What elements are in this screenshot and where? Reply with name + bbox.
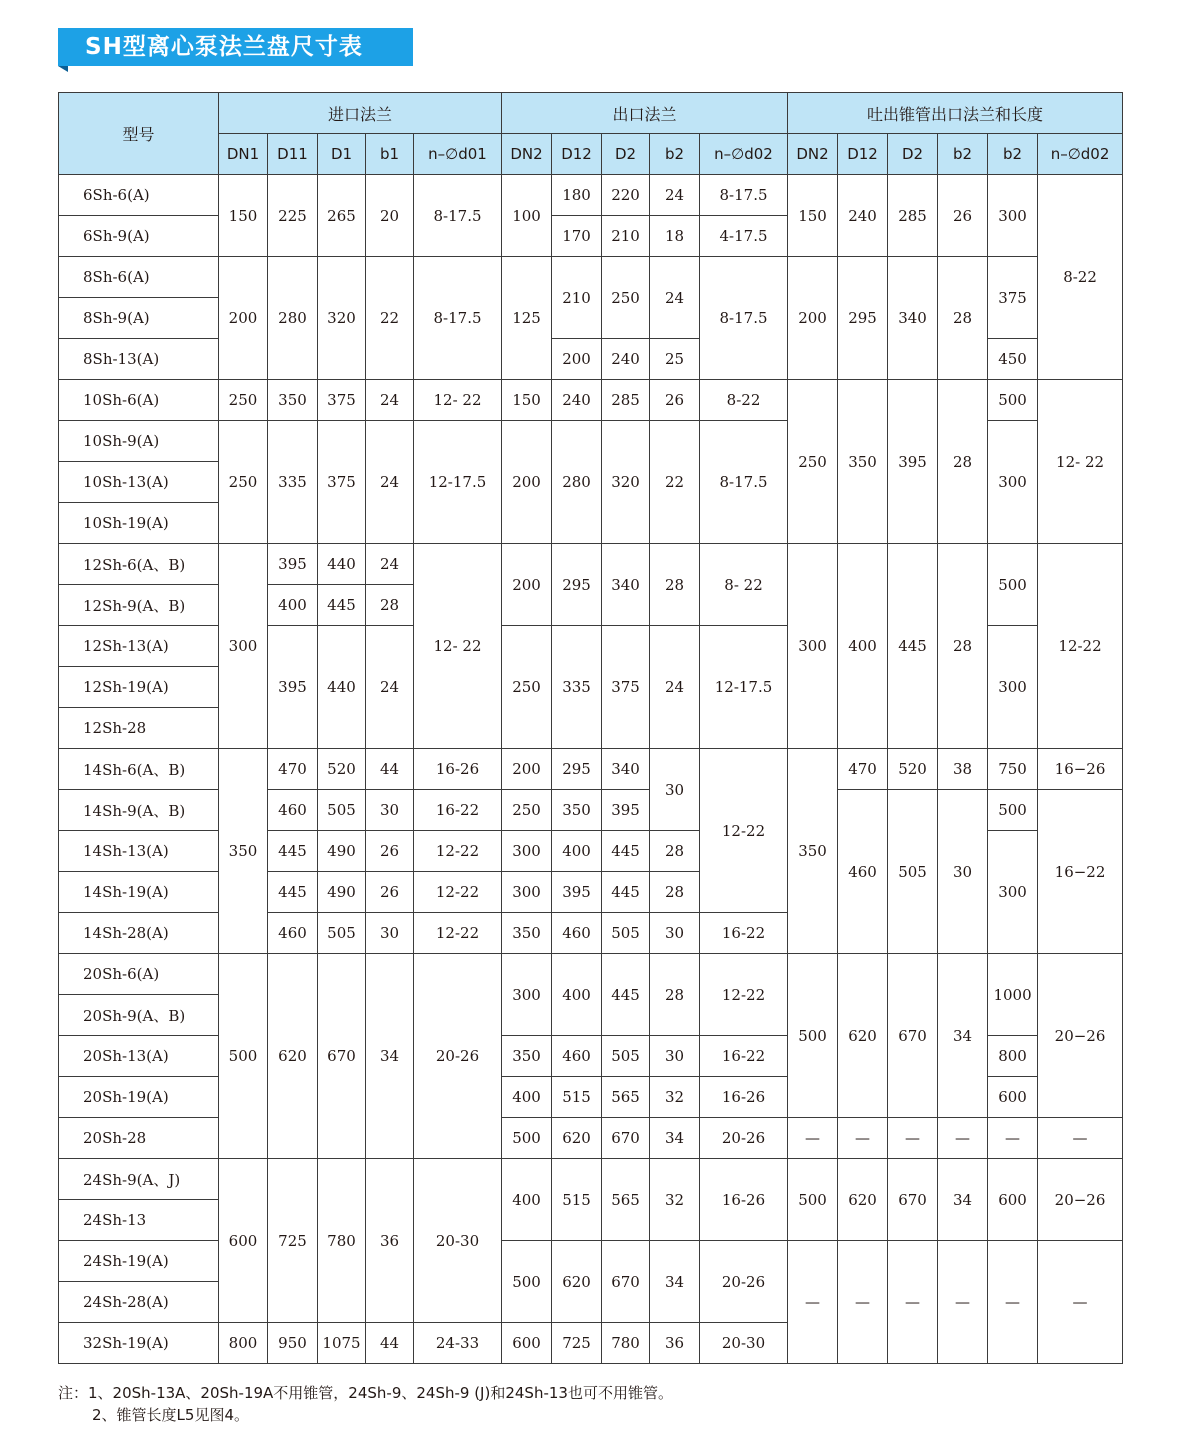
cell: 285	[602, 380, 650, 421]
cell: 34	[650, 1118, 700, 1159]
table-row	[59, 1118, 1123, 1159]
cell: 24	[650, 626, 700, 749]
cell: 150	[219, 175, 268, 257]
footnote-2: 2、锥管长度L5见图4。	[92, 1406, 249, 1424]
model-cell: 14Sh-28(A)	[59, 913, 219, 954]
model-cell: 20Sh-19(A)	[59, 1077, 219, 1118]
cell: 470	[268, 749, 318, 790]
model-cell: 24Sh-28(A)	[59, 1282, 219, 1323]
cell: 28	[650, 954, 700, 1036]
header-col: n–∅d02	[700, 134, 788, 175]
cell: 350	[838, 380, 888, 544]
model-cell: 12Sh-19(A)	[59, 667, 219, 708]
cell: 460	[838, 790, 888, 954]
cell: 20-30	[700, 1323, 788, 1364]
model-cell: 8Sh-13(A)	[59, 339, 219, 380]
model-cell: 20Sh-28	[59, 1118, 219, 1159]
cell: 8-22	[700, 380, 788, 421]
cell: —	[988, 1118, 1038, 1159]
cell: 505	[888, 790, 938, 954]
cell: 445	[602, 831, 650, 872]
cell: 16-22	[414, 790, 502, 831]
cell: 8-17.5	[700, 257, 788, 380]
cell: 250	[602, 257, 650, 339]
cell: 34	[366, 954, 414, 1159]
cell: 505	[318, 790, 366, 831]
page-title: SH型离心泵法兰盘尺寸表	[58, 28, 413, 66]
header-col: D12	[838, 134, 888, 175]
cell: 295	[552, 749, 602, 790]
cell: 250	[219, 380, 268, 421]
cell: 12- 22	[414, 380, 502, 421]
cell: 300	[988, 626, 1038, 749]
cell: 200	[219, 257, 268, 380]
cell: 500	[988, 544, 1038, 626]
header-col: DN2	[502, 134, 552, 175]
cell: 300	[219, 544, 268, 749]
model-cell: 14Sh-19(A)	[59, 872, 219, 913]
table-row	[59, 954, 1123, 995]
cell: 620	[838, 954, 888, 1118]
cell: 16-26	[700, 1077, 788, 1118]
cell: 400	[502, 1159, 552, 1241]
table-row	[59, 257, 1123, 298]
cell: 350	[219, 749, 268, 954]
cell: 200	[502, 544, 552, 626]
cell: 250	[219, 421, 268, 544]
cell: 36	[366, 1159, 414, 1323]
cell: 300	[788, 544, 838, 749]
cell: 500	[988, 380, 1038, 421]
cell: 16-22	[700, 1036, 788, 1077]
cell: 12-22	[700, 954, 788, 1036]
cell: 16-22	[700, 913, 788, 954]
cell: 100	[502, 175, 552, 257]
table-row	[59, 175, 1123, 216]
cell: 280	[552, 421, 602, 544]
header-model: 型号	[59, 93, 219, 175]
table-row	[59, 380, 1123, 421]
cell: 250	[788, 380, 838, 544]
cell: —	[938, 1241, 988, 1364]
cell: —	[988, 1241, 1038, 1364]
cell: 300	[988, 421, 1038, 544]
cell: 8-17.5	[414, 257, 502, 380]
cell: 395	[268, 626, 318, 749]
cell: 8-22	[1038, 175, 1123, 380]
cell: 515	[552, 1159, 602, 1241]
cell: 30	[650, 749, 700, 831]
cell: 395	[268, 544, 318, 585]
cell: 350	[268, 380, 318, 421]
cell: 240	[602, 339, 650, 380]
cell: 36	[650, 1323, 700, 1364]
header-col: b2	[938, 134, 988, 175]
cell: 34	[938, 954, 988, 1118]
cell: 320	[602, 421, 650, 544]
cell: 20-26	[414, 954, 502, 1159]
cell: —	[938, 1118, 988, 1159]
cell: 12-22	[414, 913, 502, 954]
cell: 20−26	[1038, 1159, 1123, 1241]
cell: 300	[502, 954, 552, 1036]
cell: 350	[502, 1036, 552, 1077]
cell: 340	[888, 257, 938, 380]
cell: 300	[988, 831, 1038, 954]
model-cell: 14Sh-9(A、B)	[59, 790, 219, 831]
cell: 8-17.5	[700, 175, 788, 216]
cell: 515	[552, 1077, 602, 1118]
cell: 600	[502, 1323, 552, 1364]
cell: 800	[219, 1323, 268, 1364]
cell: 780	[318, 1159, 366, 1323]
cell: —	[838, 1241, 888, 1364]
model-cell: 24Sh-13	[59, 1200, 219, 1241]
cell: 295	[838, 257, 888, 380]
model-cell: 10Sh-6(A)	[59, 380, 219, 421]
cell: 670	[888, 954, 938, 1118]
cell: 400	[552, 954, 602, 1036]
cell: 8-17.5	[700, 421, 788, 544]
cell: 350	[502, 913, 552, 954]
cell: 8- 22	[700, 544, 788, 626]
cell: 250	[502, 790, 552, 831]
cell: 225	[268, 175, 318, 257]
cell: 16−26	[1038, 749, 1123, 790]
model-cell: 6Sh-6(A)	[59, 175, 219, 216]
cell: 500	[988, 790, 1038, 831]
cell: 26	[938, 175, 988, 257]
cell: 16−22	[1038, 790, 1123, 954]
cell: 395	[888, 380, 938, 544]
cell: 200	[502, 749, 552, 790]
cell: —	[1038, 1241, 1123, 1364]
cell: 20−26	[1038, 954, 1123, 1118]
cell: 500	[502, 1241, 552, 1323]
cell: 490	[318, 831, 366, 872]
cell: 210	[602, 216, 650, 257]
cell: 24	[366, 544, 414, 585]
model-cell: 12Sh-28	[59, 708, 219, 749]
cell: 505	[318, 913, 366, 954]
cell: 44	[366, 749, 414, 790]
cell: 24	[650, 257, 700, 339]
cell: —	[888, 1241, 938, 1364]
cell: 670	[602, 1241, 650, 1323]
model-cell: 24Sh-9(A、J)	[59, 1159, 219, 1200]
cell: 32	[650, 1159, 700, 1241]
model-cell: 24Sh-19(A)	[59, 1241, 219, 1282]
cell: 440	[318, 544, 366, 585]
footnotes	[58, 1382, 673, 1426]
cell: 400	[552, 831, 602, 872]
cell: 375	[318, 421, 366, 544]
cell: 28	[938, 544, 988, 749]
cell: 600	[219, 1159, 268, 1323]
cell: 12-17.5	[414, 421, 502, 544]
model-cell: 8Sh-9(A)	[59, 298, 219, 339]
cell: 400	[268, 585, 318, 626]
cell: 16-26	[700, 1159, 788, 1241]
cell: 24	[366, 626, 414, 749]
model-cell: 10Sh-9(A)	[59, 421, 219, 462]
model-cell: 10Sh-19(A)	[59, 503, 219, 544]
cell: 445	[268, 872, 318, 913]
cell: 520	[318, 749, 366, 790]
cell: 505	[602, 1036, 650, 1077]
cell: 26	[366, 872, 414, 913]
cell: 30	[650, 913, 700, 954]
cell: 490	[318, 872, 366, 913]
model-cell: 14Sh-6(A、B)	[59, 749, 219, 790]
cell: 350	[788, 749, 838, 954]
cell: 22	[650, 421, 700, 544]
cell: 395	[602, 790, 650, 831]
cell: 725	[268, 1159, 318, 1323]
cell: 28	[650, 831, 700, 872]
cell: 500	[502, 1118, 552, 1159]
cell: 460	[268, 913, 318, 954]
cell: 445	[602, 954, 650, 1036]
cell: 800	[988, 1036, 1038, 1077]
cell: 400	[838, 544, 888, 749]
header-outlet: 出口法兰	[502, 93, 788, 134]
cell: 28	[650, 872, 700, 913]
cell: 150	[788, 175, 838, 257]
cell: 670	[318, 954, 366, 1159]
cell: 125	[502, 257, 552, 380]
header-col: n–∅d01	[414, 134, 502, 175]
cell: 335	[552, 626, 602, 749]
cell: 335	[268, 421, 318, 544]
cell: 30	[366, 790, 414, 831]
cell: 620	[552, 1241, 602, 1323]
cell: —	[788, 1241, 838, 1364]
cell: 26	[366, 831, 414, 872]
cell: 375	[988, 257, 1038, 339]
cell: 440	[318, 626, 366, 749]
cell: 16-26	[414, 749, 502, 790]
header-col: DN1	[219, 134, 268, 175]
cell: 210	[552, 257, 602, 339]
cell: 950	[268, 1323, 318, 1364]
header-cone: 吐出锥管出口法兰和长度	[788, 93, 1123, 134]
cell: 375	[318, 380, 366, 421]
cell: 460	[552, 1036, 602, 1077]
cell: 28	[650, 544, 700, 626]
cell: 12- 22	[414, 544, 502, 749]
cell: 450	[988, 339, 1038, 380]
cell: 20-26	[700, 1118, 788, 1159]
cell: 200	[552, 339, 602, 380]
cell: —	[888, 1118, 938, 1159]
cell: 200	[502, 421, 552, 544]
cell: 18	[650, 216, 700, 257]
cell: 28	[938, 380, 988, 544]
cell: 565	[602, 1077, 650, 1118]
cell: 295	[552, 544, 602, 626]
cell: 25	[650, 339, 700, 380]
cell: 505	[602, 913, 650, 954]
cell: 445	[318, 585, 366, 626]
cell: 300	[988, 175, 1038, 257]
cell: 20	[366, 175, 414, 257]
cell: 240	[838, 175, 888, 257]
cell: 320	[318, 257, 366, 380]
cell: 500	[219, 954, 268, 1159]
cell: 30	[366, 913, 414, 954]
cell: 750	[988, 749, 1038, 790]
cell: 500	[788, 1159, 838, 1241]
cell: 26	[650, 380, 700, 421]
cell: 22	[366, 257, 414, 380]
cell: 1000	[988, 954, 1038, 1036]
cell: 285	[888, 175, 938, 257]
cell: 12-22	[1038, 544, 1123, 749]
model-cell: 10Sh-13(A)	[59, 462, 219, 503]
cell: 44	[366, 1323, 414, 1364]
cell: —	[1038, 1118, 1123, 1159]
header-col: D12	[552, 134, 602, 175]
model-cell: 12Sh-13(A)	[59, 626, 219, 667]
header-col: D11	[268, 134, 318, 175]
cell: 8-17.5	[414, 175, 502, 257]
cell: 30	[650, 1036, 700, 1077]
title-tab-decoration	[58, 66, 68, 72]
model-cell: 12Sh-6(A、B)	[59, 544, 219, 585]
cell: 265	[318, 175, 366, 257]
cell: 150	[502, 380, 552, 421]
cell: 600	[988, 1159, 1038, 1241]
header-col: D2	[602, 134, 650, 175]
cell: 780	[602, 1323, 650, 1364]
cell: 1075	[318, 1323, 366, 1364]
cell: 620	[838, 1159, 888, 1241]
model-cell: 6Sh-9(A)	[59, 216, 219, 257]
cell: 725	[552, 1323, 602, 1364]
cell: 24	[366, 421, 414, 544]
table-row	[59, 790, 1123, 831]
table-row	[59, 1159, 1123, 1200]
table-row	[59, 544, 1123, 585]
table-row	[59, 749, 1123, 790]
cell: 32	[650, 1077, 700, 1118]
cell: —	[788, 1118, 838, 1159]
cell: 520	[888, 749, 938, 790]
cell: 12-17.5	[700, 626, 788, 749]
cell: 250	[502, 626, 552, 749]
cell: 620	[552, 1118, 602, 1159]
cell: 240	[552, 380, 602, 421]
header-col: n–∅d02	[1038, 134, 1123, 175]
header-col: b2	[988, 134, 1038, 175]
cell: 445	[268, 831, 318, 872]
header-col: DN2	[788, 134, 838, 175]
cell: 30	[938, 790, 988, 954]
cell: 340	[602, 544, 650, 626]
cell: 180	[552, 175, 602, 216]
cell: 300	[502, 872, 552, 913]
header-col: D1	[318, 134, 366, 175]
cell: 20-30	[414, 1159, 502, 1323]
cell: 24-33	[414, 1323, 502, 1364]
model-cell: 12Sh-9(A、B)	[59, 585, 219, 626]
model-cell: 8Sh-6(A)	[59, 257, 219, 298]
cell: 200	[788, 257, 838, 380]
header-col: b2	[650, 134, 700, 175]
cell: —	[838, 1118, 888, 1159]
cell: 38	[938, 749, 988, 790]
header-inlet: 进口法兰	[219, 93, 502, 134]
cell: 470	[838, 749, 888, 790]
cell: 12-22	[414, 831, 502, 872]
cell: 20-26	[700, 1241, 788, 1323]
flange-dimension-table	[58, 92, 1123, 1364]
cell: 600	[988, 1077, 1038, 1118]
cell: 300	[502, 831, 552, 872]
cell: 460	[552, 913, 602, 954]
cell: 34	[938, 1159, 988, 1241]
cell: 12-22	[414, 872, 502, 913]
cell: 24	[650, 175, 700, 216]
cell: 340	[602, 749, 650, 790]
cell: 220	[602, 175, 650, 216]
cell: 445	[888, 544, 938, 749]
cell: 395	[552, 872, 602, 913]
cell: 34	[650, 1241, 700, 1323]
cell: 4-17.5	[700, 216, 788, 257]
model-cell: 32Sh-19(A)	[59, 1323, 219, 1364]
cell: 500	[788, 954, 838, 1118]
cell: 620	[268, 954, 318, 1159]
cell: 400	[502, 1077, 552, 1118]
model-cell: 14Sh-13(A)	[59, 831, 219, 872]
model-cell: 20Sh-9(A、B)	[59, 995, 219, 1036]
cell: 28	[938, 257, 988, 380]
cell: 24	[366, 380, 414, 421]
cell: 670	[602, 1118, 650, 1159]
cell: 375	[602, 626, 650, 749]
cell: 445	[602, 872, 650, 913]
header-col: b1	[366, 134, 414, 175]
cell: 280	[268, 257, 318, 380]
footnote-1: 注：1、20Sh-13A、20Sh-19A不用锥管，24Sh-9、24Sh-9 (J)和24Sh-13也可不用锥管。	[58, 1384, 673, 1402]
cell: 350	[552, 790, 602, 831]
header-col: D2	[888, 134, 938, 175]
cell: 28	[366, 585, 414, 626]
cell: 460	[268, 790, 318, 831]
cell: 12-22	[700, 749, 788, 913]
model-cell: 20Sh-6(A)	[59, 954, 219, 995]
model-cell: 20Sh-13(A)	[59, 1036, 219, 1077]
cell: 565	[602, 1159, 650, 1241]
cell: 12- 22	[1038, 380, 1123, 544]
table-row	[59, 1241, 1123, 1282]
cell: 170	[552, 216, 602, 257]
cell: 670	[888, 1159, 938, 1241]
